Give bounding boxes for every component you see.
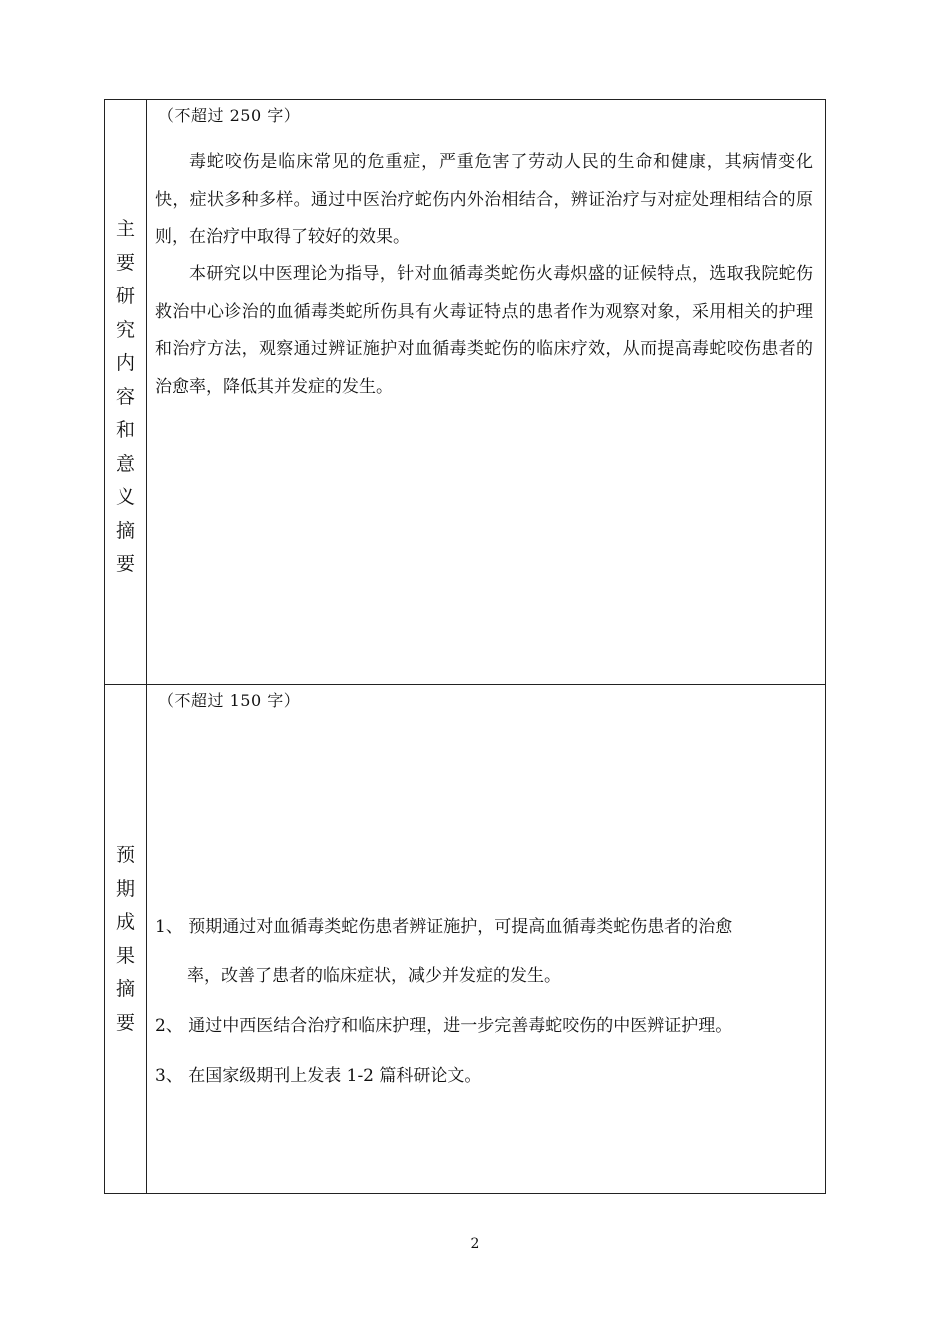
outcome-item-2: 2、 通过中西医结合治疗和临床护理，进一步完善毒蛇咬伤的中医辨证护理。 bbox=[155, 1016, 733, 1036]
label-char: 成 bbox=[115, 911, 135, 933]
label-char: 要 bbox=[115, 251, 135, 274]
section1-paragraph-2: 本研究以中医理论为指导，针对血循毒类蛇伤火毒炽盛的证候特点，选取我院蛇伤救治中心诊治的血循毒类蛇所伤具有火毒证特点的患者作为观察对象，采用相关的护理和治疗方法，观察通过辨证施护对血循毒类蛇伤的临床疗效，从而提高毒蛇咬伤患者的治愈率，降低其并发症的发生。 bbox=[155, 264, 813, 397]
section1-content-cell bbox=[147, 100, 825, 685]
label-char: 意 bbox=[115, 452, 135, 475]
label-char: 究 bbox=[115, 318, 135, 341]
label-char: 研 bbox=[115, 285, 135, 307]
label-char: 主 bbox=[115, 218, 135, 240]
label-char: 摘 bbox=[115, 519, 135, 542]
label-char: 和 bbox=[115, 419, 135, 441]
label-char: 期 bbox=[115, 877, 135, 900]
section2-limit-note: （不超过 150 字） bbox=[158, 691, 301, 710]
label-char: 内 bbox=[115, 352, 135, 374]
section1-label bbox=[105, 213, 146, 582]
section1-label-cell bbox=[105, 100, 147, 685]
research-form-table bbox=[104, 99, 826, 1194]
section2-label-cell bbox=[105, 685, 147, 1193]
outcome-item-3: 3、 在国家级期刊上发表 1-2 篇科研论文。 bbox=[155, 1066, 482, 1086]
section1-paragraph-1: 毒蛇咬伤是临床常见的危重症，严重危害了劳动人民的生命和健康，其病情变化快，症状多种多样。通过中医治疗蛇伤内外治相结合，辨证治疗与对症处理相结合的原则，在治疗中取得了较好的效果。 bbox=[155, 152, 813, 247]
label-char: 预 bbox=[115, 844, 135, 866]
section2-label bbox=[105, 839, 146, 1040]
outcome-item-1: 1、 预期通过对血循毒类蛇伤患者辨证施护，可提高血循毒类蛇伤患者的治愈 bbox=[155, 917, 733, 937]
label-char: 果 bbox=[115, 944, 135, 967]
page-number: 2 bbox=[470, 1236, 480, 1252]
label-char: 摘 bbox=[115, 978, 135, 1000]
label-char: 要 bbox=[115, 553, 135, 575]
label-char: 要 bbox=[115, 1011, 135, 1034]
section2-content-cell bbox=[147, 685, 825, 1193]
label-char: 容 bbox=[115, 385, 135, 408]
outcome-item-1-continued: 率，改善了患者的临床症状，减少并发症的发生。 bbox=[187, 966, 561, 986]
section1-limit-note: （不超过 250 字） bbox=[158, 106, 301, 125]
label-char: 义 bbox=[115, 486, 135, 508]
